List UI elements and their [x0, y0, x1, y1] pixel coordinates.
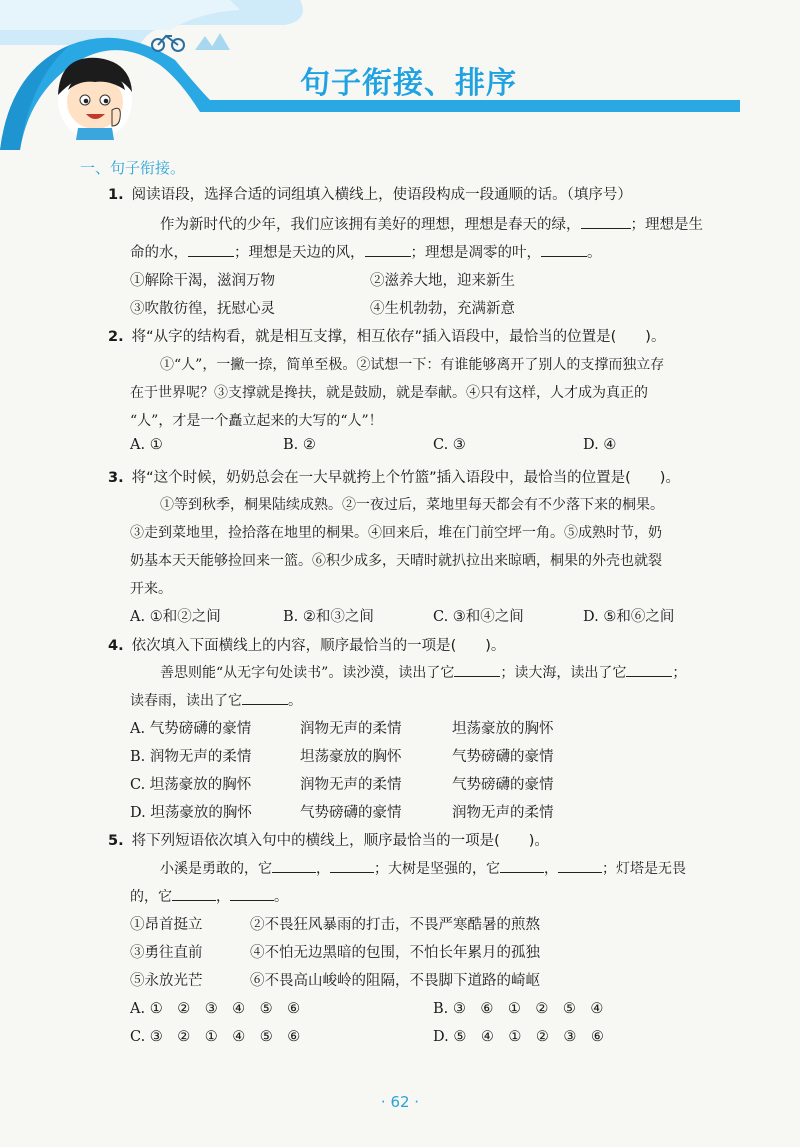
question-3-stem [108, 466, 680, 487]
q2-option-d[interactable]: D. ④ [583, 437, 617, 453]
q1-passage-line-2: 命的水， ；理想是天边的风， ；理想是凋零的叶， 。 [130, 241, 602, 262]
q3-passage-line-1: ①等到秋季，桐果陆续成熟。②一夜过后，菜地里每天都会有不少落下来的桐果。 [160, 497, 664, 513]
q3-option-a[interactable]: A. ①和②之间 [130, 609, 221, 625]
q4-option-c-1[interactable]: C. 坦荡豪放的胸怀 [130, 777, 252, 793]
q5-option-d[interactable]: D. ⑤ ④ ① ② ③ ⑥ [433, 1029, 604, 1045]
q5-phrase: ③勇往直前 [130, 945, 203, 961]
q4-option-b-1[interactable]: B. 润物无声的柔情 [130, 749, 252, 765]
q4-option-b-3: 气势磅礴的豪情 [452, 749, 554, 765]
q4-option-d-3: 润物无声的柔情 [452, 805, 554, 821]
q4-passage-line-2: 读春雨，读出了它 。 [130, 690, 302, 710]
blank[interactable] [188, 242, 234, 257]
q4-option-a-1[interactable]: A. 气势磅礴的豪情 [130, 721, 252, 737]
q3-passage-line-3: 奶基本天天能够捡回来一篮。⑥积少成多，天晴时就扒拉出来晾晒，桐果的外壳也就裂 [130, 553, 662, 569]
q2-option-b[interactable]: B. ② [283, 437, 316, 453]
q4-option-c-3: 气势磅礴的豪情 [452, 777, 554, 793]
question-number: 2. [108, 329, 124, 345]
page-number: · 62 · [380, 1093, 420, 1111]
q4-option-b-2: 坦荡豪放的胸怀 [300, 749, 402, 765]
q5-option-c[interactable]: C. ③ ② ① ④ ⑤ ⑥ [130, 1029, 301, 1045]
q3-passage-line-2: ③走到菜地里，捡拾落在地里的桐果。④回来后，堆在门前空坪一角。⑤成熟时节，奶 [130, 525, 662, 541]
bicycle-icon [152, 36, 184, 51]
question-text: 依次填入下面横线上的内容，顺序最恰当的一项是( )。 [131, 638, 506, 654]
question-text: 将下列短语依次填入句中的横线上，顺序最恰当的一项是( )。 [131, 833, 549, 849]
q5-phrase: ②不畏狂风暴雨的打击，不畏严寒酷暑的煎熬 [250, 917, 540, 933]
section-title: 一、句子衔接。 [80, 159, 186, 177]
blank[interactable] [330, 858, 374, 873]
q5-phrase: ④不怕无边黑暗的包围，不怕长年累月的孤独 [250, 945, 540, 961]
q5-option-b[interactable]: B. ③ ⑥ ① ② ⑤ ④ [433, 1001, 604, 1017]
q4-passage-line-1: 善思则能“从无字句处读书”。读沙漠，读出了它 ；读大海，读出了它 ； [160, 662, 686, 682]
q2-passage-line-2: 在于世界呢？③支撑就是搀扶，就是鼓励，就是奉献。④只有这样，人才成为真正的 [130, 385, 648, 401]
q4-option-a-2: 润物无声的柔情 [300, 721, 402, 737]
question-1-stem [108, 183, 632, 204]
q3-option-d[interactable]: D. ⑤和⑥之间 [583, 609, 675, 625]
blank[interactable] [581, 214, 631, 229]
q2-option-a[interactable]: A. ① [130, 437, 163, 453]
blank[interactable] [541, 242, 587, 257]
blank[interactable] [172, 886, 216, 901]
q5-passage-line-1: 小溪是勇敢的，它 ， ；大树是坚强的，它 ， ；灯塔是无畏 [160, 858, 686, 878]
q1-option[interactable]: ②滋养大地，迎来新生 [370, 273, 515, 289]
q1-option[interactable]: ③吹散彷徨，抚慰心灵 [130, 301, 275, 317]
blank[interactable] [230, 886, 274, 901]
blank[interactable] [365, 242, 411, 257]
q5-phrase: ⑤永放光芒 [130, 973, 203, 989]
q1-passage-line-1: 作为新时代的少年，我们应该拥有美好的理想，理想是春天的绿， ；理想是生 [160, 213, 703, 234]
q4-option-c-2: 润物无声的柔情 [300, 777, 402, 793]
question-text: 将“这个时候，奶奶总会在一大早就挎上个竹篮”插入语段中，最恰当的位置是( )。 [131, 470, 680, 486]
q5-option-a[interactable]: A. ① ② ③ ④ ⑤ ⑥ [130, 1001, 301, 1017]
blank[interactable] [272, 858, 316, 873]
q3-option-b[interactable]: B. ②和③之间 [283, 609, 374, 625]
q4-option-a-3: 坦荡豪放的胸怀 [452, 721, 554, 737]
q4-option-d-2: 气势磅礴的豪情 [300, 805, 402, 821]
q2-passage-line-3: “人”，才是一个矗立起来的大写的“人”！ [130, 413, 383, 429]
avatar-boy-icon [58, 58, 132, 140]
question-number: 5. [108, 833, 124, 849]
question-number: 4. [108, 638, 124, 654]
q3-passage-line-4: 开来。 [130, 581, 172, 597]
q1-option[interactable]: ①解除干渴，滋润万物 [130, 273, 275, 289]
question-text: 将“从字的结构看，就是相互支撑，相互依存”插入语段中，最恰当的位置是( )。 [131, 329, 666, 345]
question-text: 阅读语段，选择合适的词组填入横线上，使语段构成一段通顺的话。（填序号） [131, 187, 632, 203]
page-title: 句子衔接、排序 [300, 66, 517, 101]
q4-option-d-1[interactable]: D. 坦荡豪放的胸怀 [130, 805, 252, 821]
question-number: 3. [108, 470, 124, 486]
question-number: 1. [108, 187, 124, 203]
q3-option-c[interactable]: C. ③和④之间 [433, 609, 524, 625]
blank[interactable] [500, 858, 544, 873]
question-5-stem [108, 829, 549, 850]
q1-option[interactable]: ④生机勃勃，充满新意 [370, 301, 515, 317]
q2-option-c[interactable]: C. ③ [433, 437, 466, 453]
blank[interactable] [242, 690, 288, 705]
q2-passage-line-1: ①“人”，一撇一捺，简单至极。②试想一下：有谁能够离开了别人的支撑而独立存 [160, 357, 665, 373]
q5-phrase: ⑥不畏高山峻岭的阻隔，不畏脚下道路的崎岖 [250, 973, 540, 989]
question-2-stem [108, 325, 665, 346]
blank[interactable] [558, 858, 602, 873]
q5-phrase: ①昂首挺立 [130, 917, 203, 933]
q5-passage-line-2: 的，它 ， 。 [130, 886, 288, 906]
question-4-stem [108, 634, 505, 655]
blank[interactable] [626, 662, 672, 677]
blank[interactable] [454, 662, 500, 677]
